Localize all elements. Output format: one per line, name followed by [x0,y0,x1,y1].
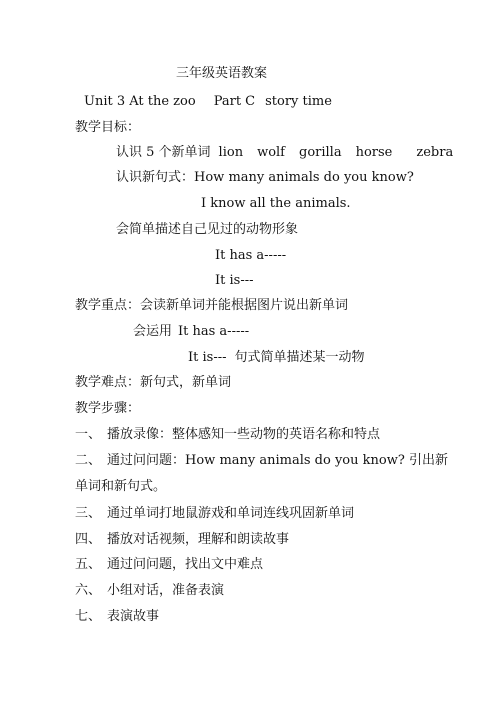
step-number: 七、 [75,609,102,624]
use-pattern-line [133,324,249,340]
use-pattern-2: It is--- [188,350,227,365]
step-2 [75,453,448,469]
step-number: 五、 [75,557,102,572]
step-text: 播放录像：整体感知一些动物的英语名称和特点 [107,427,381,442]
use-pattern-2-line [188,350,365,366]
step-number: 二、 [75,453,102,468]
step-text: 通过问问题，找出文中难点 [107,557,264,572]
step-6 [75,583,224,599]
step-text: 表演故事 [107,609,160,624]
new-pattern-line [116,170,414,186]
use-pattern-1: It has a----- [178,324,250,339]
unit-name: Unit 3 At the zoo [84,94,196,109]
word-horse: horse [355,145,393,160]
step-3 [75,506,354,522]
objectives-heading: 教学目标： [75,120,141,135]
word-gorilla: gorilla [299,145,342,160]
unit-topic: story time [265,94,332,109]
unit-part: Part C [213,94,256,109]
key-points-heading: 教学重点：会读新单词并能根据图片说出新单词 [75,298,349,313]
steps-heading: 教学步骤： [75,401,141,416]
step-number: 三、 [75,506,102,521]
word-wolf: wolf [257,145,285,160]
step-text: 通过单词打地鼠游戏和单词连线巩固新单词 [107,506,355,521]
step-text: 播放对话视频，理解和朗读故事 [107,532,290,547]
word-lion: lion [218,145,244,160]
step-number: 一、 [75,427,102,442]
new-pattern-2: I know all the animals. [201,196,351,211]
step-number: 四、 [75,532,102,547]
describe-objective: 会简单描述自己见过的动物形象 [116,222,299,237]
step-5 [75,557,263,573]
new-pattern-label: 认识新句式： [116,170,195,185]
step-text: 小组对话，准备表演 [107,583,225,598]
difficulties-line: 教学难点：新句式，新单词 [75,375,232,390]
new-words-line [116,145,453,161]
step-number: 六、 [75,583,102,598]
describe-pattern-1: It has a----- [215,248,287,263]
step-2-continuation: 单词和新句式。 [75,479,167,494]
step-text: 通过问问题：How many animals do you know? 引出新 [107,453,448,468]
unit-line [84,94,332,110]
new-words-label: 认识 5 个新单词 [116,145,211,160]
use-pattern-2-suffix: 句式简单描述某一动物 [234,350,365,365]
describe-pattern-2: It is--- [215,273,254,288]
word-zebra: zebra [416,145,454,160]
use-pattern-label: 会运用 [133,324,173,339]
step-1 [75,427,380,443]
document-title: 三年级英语教案 [176,66,268,81]
new-pattern-1: How many animals do you know? [194,170,414,185]
step-7 [75,609,159,625]
step-4 [75,532,289,548]
